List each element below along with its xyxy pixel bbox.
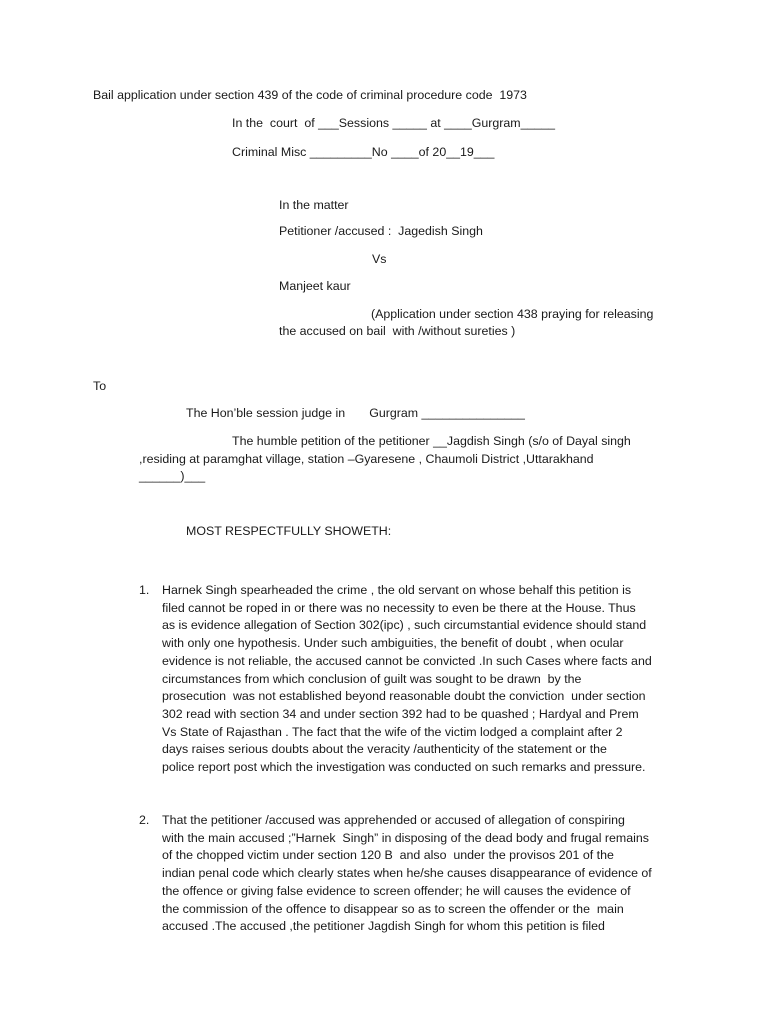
petition-line-1: The humble petition of the petitioner __Jagdish Singh (s/o of Dayal singh (232, 434, 631, 448)
point-line: circumstances from which conclusion of guilt was sought to be drawn by the (162, 671, 582, 686)
case-number-line: Criminal Misc _________No ____of 20__19___ (232, 145, 495, 159)
application-line-1: (Application under section 438 praying for releasing (371, 307, 654, 321)
point-line: indian penal code which clearly states when he/she causes disappearance of evidence of (162, 866, 652, 881)
point-line: the commission of the offence to disappear so as to screen the offender or the main (162, 901, 624, 916)
petition-line-2: ,residing at paramghat village, station –Gyaresene , Chaumoli District ,Uttarakhand (139, 452, 594, 466)
respondent-line: Manjeet kaur (279, 279, 351, 293)
petition-line-3: ______)___ (139, 469, 206, 483)
court-line: In the court of ___Sessions _____ at ____Gurgram_____ (232, 116, 556, 130)
versus-label: Vs (372, 252, 387, 266)
point-line: Vs State of Rajasthan . The fact that the wife of the victim lodged a complaint after 2 (162, 724, 623, 739)
point-line: of the chopped victim under section 120 B and also under the provisos 201 of the (162, 848, 614, 863)
point-line: days raises serious doubts about the veracity /authenticity of the statement or the (162, 742, 607, 757)
point-line: as is evidence allegation of Section 302(ipc) , such circumstantial evidence should stand (162, 618, 647, 633)
point-line: That the petitioner /accused was apprehended or accused of allegation of conspiring (162, 813, 625, 827)
point-text (162, 582, 682, 777)
document-title: Bail application under section 439 of the code of criminal procedure code 1973 (93, 88, 527, 102)
showeth-heading: MOST RESPECTFULLY SHOWETH: (186, 524, 392, 538)
judge-line: The Hon’ble session judge in Gurgram _______________ (186, 406, 525, 420)
point-number: 2. (139, 813, 150, 827)
point-line: 302 read with section 34 and under section 392 had to be quashed ; Hardyal and Prem (162, 706, 639, 721)
point-line: police report post which the investigation was conducted on such remarks and pressure. (162, 760, 646, 775)
to-label: To (93, 379, 107, 393)
point-line: with the main accused ;”Harnek Singh” in disposing of the dead body and frugal remains (162, 830, 649, 845)
in-the-matter: In the matter (279, 198, 349, 212)
petitioner-line: Petitioner /accused : Jagedish Singh (279, 224, 483, 238)
point-line: evidence is not reliable, the accused cannot be convicted .In such Cases where facts and (162, 653, 652, 668)
point-line: Harnek Singh spearheaded the crime , the old servant on whose behalf this petition is (162, 583, 632, 597)
application-line-2: the accused on bail with /without sureties ) (279, 324, 516, 338)
point-line: the offence or giving false evidence to screen offender; he will causes the evidence of (162, 883, 631, 898)
point-line: filed cannot be roped in or there was no necessity to even be there at the House. Thus (162, 600, 636, 615)
point-line: accused .The accused ,the petitioner Jagdish Singh for whom this petition is filed (162, 919, 605, 934)
point-text (162, 812, 682, 936)
point-line: with only one hypothesis. Under such ambiguities, the benefit of doubt , when ocular (162, 636, 624, 651)
point-number: 1. (139, 583, 150, 597)
point-line: prosecution was not established beyond reasonable doubt the conviction under section (162, 689, 646, 704)
